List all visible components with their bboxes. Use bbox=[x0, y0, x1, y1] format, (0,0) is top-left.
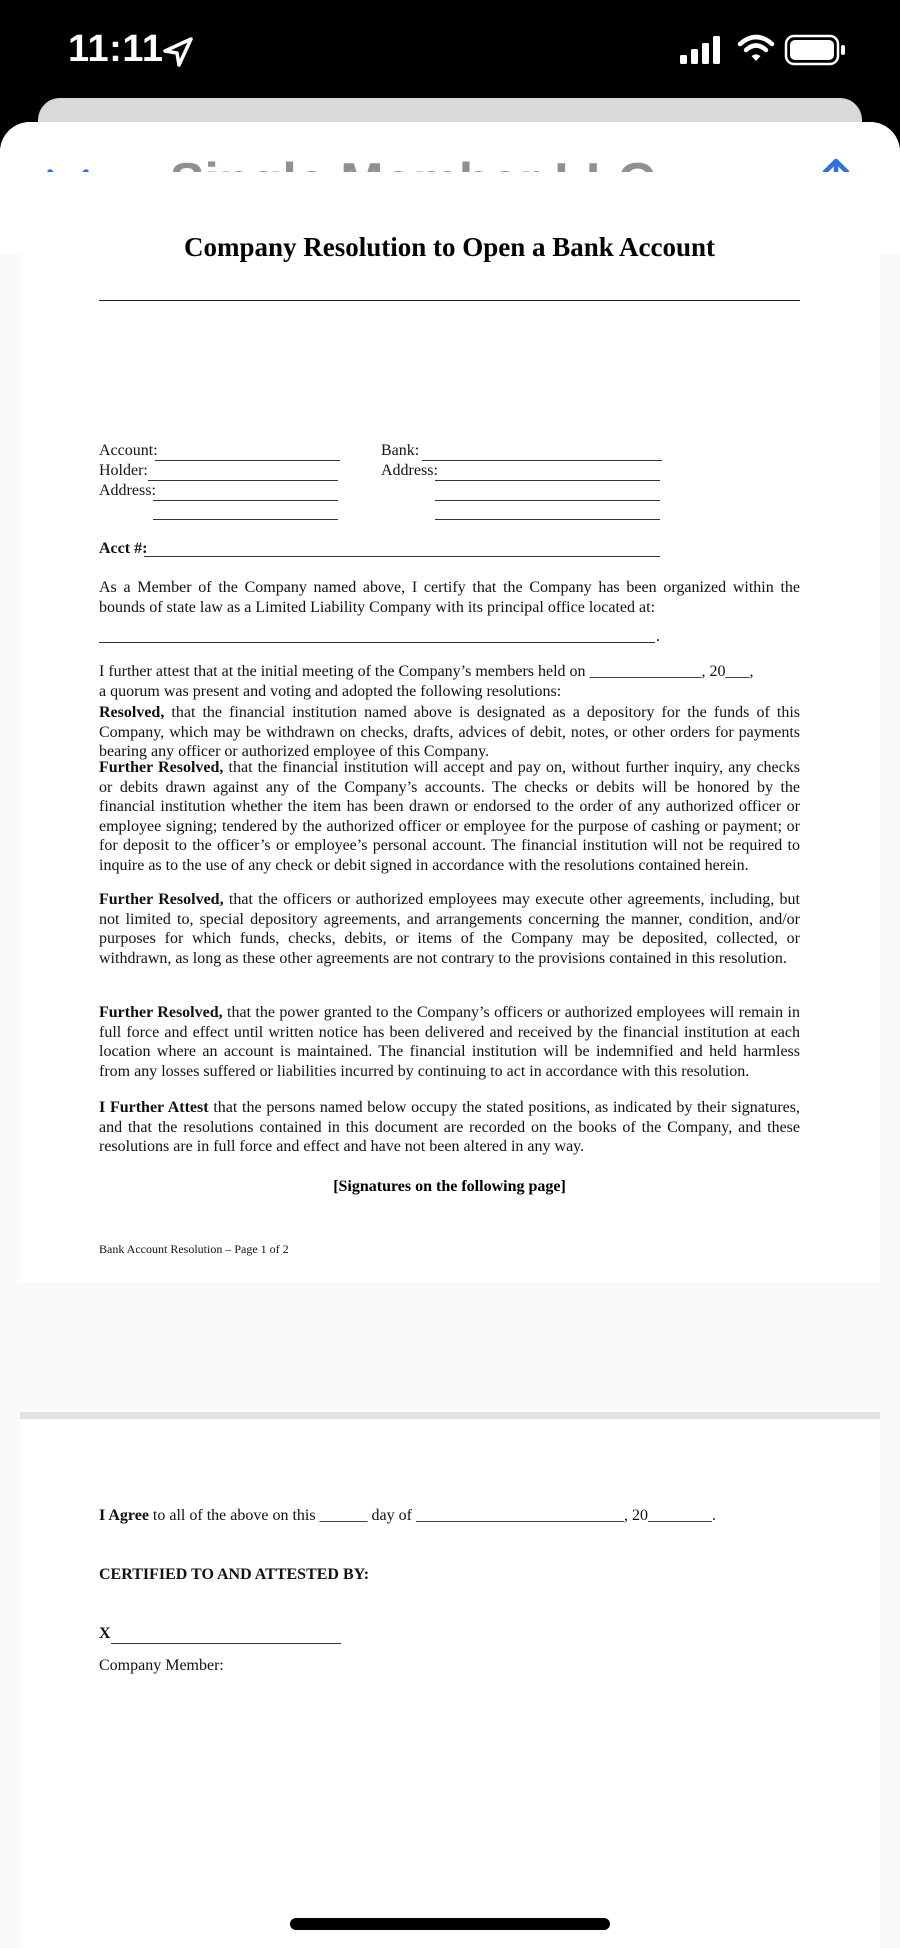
further-resolved-3-label: Further Resolved, bbox=[99, 1004, 223, 1021]
page-footer: Bank Account Resolution – Page 1 of 2 bbox=[99, 1242, 289, 1256]
home-indicator bbox=[290, 1918, 610, 1930]
agree-label: I Agree bbox=[99, 1507, 149, 1524]
signature-x-mark: X bbox=[99, 1625, 111, 1642]
signature-blank[interactable] bbox=[111, 1643, 341, 1644]
further-resolved-1-label: Further Resolved, bbox=[99, 759, 224, 776]
certified-heading: CERTIFIED TO AND ATTESTED BY: bbox=[99, 1566, 370, 1583]
document-page-1 bbox=[20, 172, 880, 1282]
bank-blank[interactable] bbox=[422, 460, 662, 461]
acct-number-label: Acct #: bbox=[99, 540, 148, 557]
status-bar bbox=[0, 0, 900, 100]
further-resolved-2-paragraph bbox=[99, 890, 800, 968]
bank-label: Bank: bbox=[381, 442, 420, 459]
further-resolved-3-text: that the power granted to the Company’s officers or authorized employees will remain in full force and effect until written notice has been delivered and received by the financial institution at each location where an account is maintained. The financial institution will be indemnified and held harmless from any losses suffered or liabilities incurred by continuing to act in accordance with this resolution. bbox=[99, 1004, 801, 1080]
further-attest-paragraph bbox=[99, 1098, 800, 1157]
attest-line-1: I further attest that at the initial meeting of the Company’s members held on ______________, 20___, bbox=[99, 663, 754, 680]
battery-icon bbox=[784, 34, 846, 66]
document-page-2 bbox=[20, 1420, 880, 1948]
address-label-left: Address: bbox=[99, 482, 156, 499]
account-label: Account: bbox=[99, 442, 158, 459]
company-member-label: Company Member: bbox=[99, 1657, 224, 1674]
resolved-text: that the financial institution named above is designated as a depository for the funds of this Company, which may be withdrawn on checks, drafts, advices of debit, notes, or other orders for payments bearing any officer or authorized employee of this Company. bbox=[99, 704, 800, 761]
intro-paragraph bbox=[99, 578, 800, 617]
address-blank-right-2[interactable] bbox=[435, 500, 660, 501]
agreement-line bbox=[99, 1506, 800, 1526]
holder-label: Holder: bbox=[99, 462, 148, 479]
resolution-paragraph bbox=[99, 703, 800, 762]
attest-paragraph bbox=[99, 662, 800, 701]
further-resolved-3-paragraph bbox=[99, 1003, 800, 1081]
acct-number-blank[interactable] bbox=[144, 556, 660, 557]
address-blank-right-1[interactable] bbox=[435, 480, 660, 481]
heading-rule bbox=[99, 300, 800, 301]
address-blank-right-3[interactable] bbox=[435, 519, 660, 520]
account-blank[interactable] bbox=[155, 460, 340, 461]
principal-office-blank[interactable] bbox=[99, 642, 655, 643]
further-resolved-1-text: that the financial institution will accept and pay on, without further inquiry, any checks or debits drawn against any of the Company’s accounts. The checks or debits will be honored by the financial institution whether the item has been drawn or endorsed to the order of any authorized officer or employee signing; tendered by the authorized officer or employee for the purpose of cashing or payment; or for deposit to the officer’s or employee’s personal account. The financial institution will not be required to inquire as to the use of any check or debit signed in accordance with the resolutions contained herein. bbox=[99, 759, 800, 874]
address-label-right: Address: bbox=[381, 462, 438, 479]
signatures-note: [Signatures on the following page] bbox=[333, 1178, 566, 1195]
page-divider-2 bbox=[20, 1412, 880, 1419]
intro-text: As a Member of the Company named above, I certify that the Company has been organized within the bounds of state law as a Limited Liability Company with its principal office located at: bbox=[99, 579, 800, 616]
location-arrow-icon bbox=[162, 36, 194, 68]
status-time: 11:11 bbox=[68, 28, 164, 70]
address-line-period: . bbox=[656, 628, 660, 645]
address-blank-left-2[interactable] bbox=[153, 519, 338, 520]
resolved-label: Resolved, bbox=[99, 704, 165, 721]
cellular-signal-icon bbox=[680, 36, 722, 64]
further-attest-label: I Further Attest bbox=[99, 1099, 209, 1116]
agree-text: to all of the above on this ______ day of __________________________, 20________. bbox=[148, 1507, 716, 1524]
wifi-icon bbox=[737, 33, 775, 63]
further-resolved-2-label: Further Resolved, bbox=[99, 891, 224, 908]
attest-line-2: a quorum was present and voting and adopted the following resolutions: bbox=[99, 682, 562, 700]
address-blank-left-1[interactable] bbox=[153, 500, 338, 501]
further-resolved-2-text: that the officers or authorized employees may execute other agreements, including, but not limited to, special depository agreements, and arrangements concerning the manner, condition, and/or purposes for which funds, checks, debits, or items of the Company may be deposited, collected, or withdrawn, as long as these other agreements are not contrary to the provisions contained in this resolution. bbox=[99, 891, 800, 967]
holder-blank[interactable] bbox=[148, 480, 338, 481]
document-heading: Company Resolution to Open a Bank Account bbox=[183, 232, 716, 262]
further-attest-text: that the persons named below occupy the stated positions, as indicated by their signatures, and that the resolutions contained in this document are recorded on the books of the Company, and these resolutions are in full force and effect and have not been altered in any way. bbox=[99, 1099, 801, 1156]
further-resolved-1-paragraph bbox=[99, 758, 800, 876]
